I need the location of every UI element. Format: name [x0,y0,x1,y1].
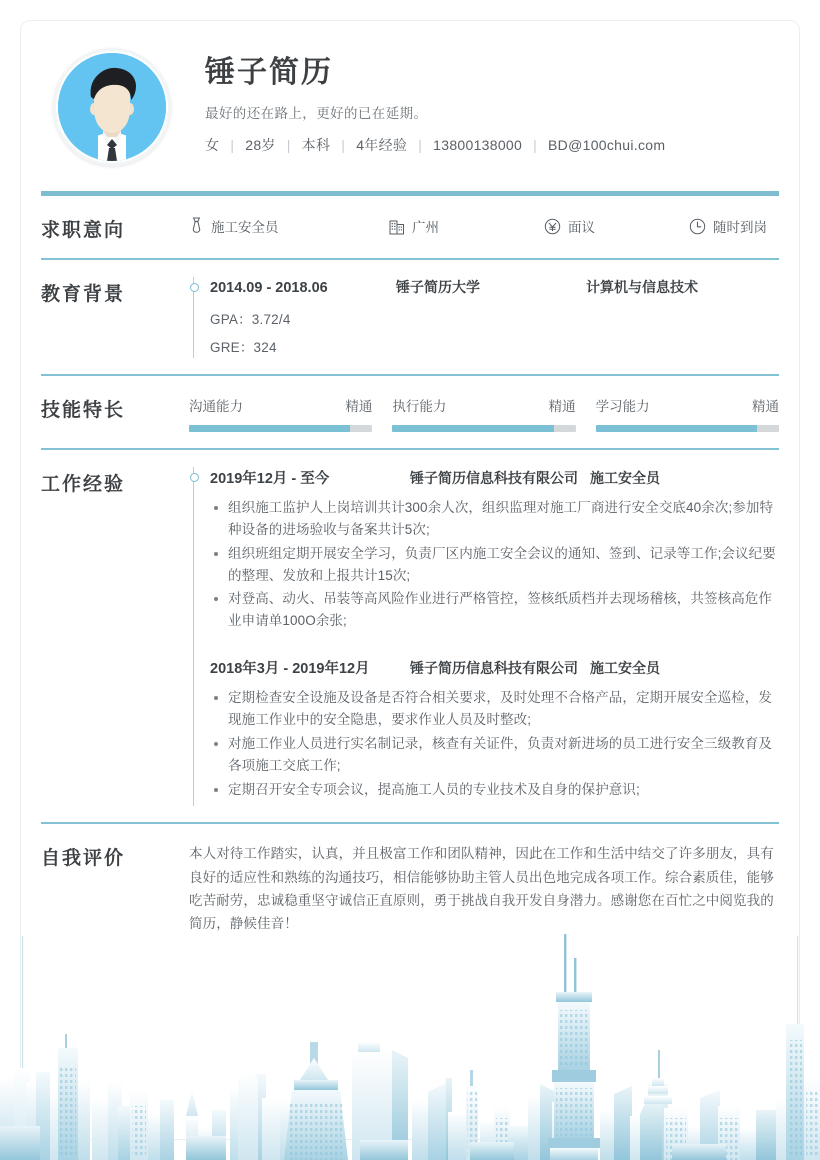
resume-card [20,20,800,1140]
section-title-job-intention: 求职意向 [41,220,126,241]
job-bullet: 定期检查安全设施及设备是否符合相关要求，及时处理不合格产品，定期开展安全巡检，发现施工作业中的安全隐患，要求作业人员及时整改; [210,687,779,731]
skill-progress-track [596,425,779,432]
avatar-image [58,53,166,161]
resume-header [21,21,799,191]
skill-level-label: 精通 [751,399,779,414]
meta-separator: | [286,137,291,153]
job-entry [210,657,779,806]
education-gpa: GPA：3.72/4 [210,312,291,327]
skill-progress-track [392,425,575,432]
job-bullet: 组织班组定期开展安全学习，负责厂区内施工安全会议的通知、签到、记录等工作;会议纪要的整理、发放和上报共计15次; [210,543,779,587]
skills-row [189,393,779,432]
education-entry [210,277,779,358]
skill-level-label: 精通 [548,399,576,414]
section-title-education: 教育背景 [41,284,126,305]
skill-level-label: 精通 [345,399,373,414]
section-title-self-evaluation: 自我评价 [41,848,126,870]
skill-name: 学习能力 [595,399,650,414]
job-entry-header [210,467,779,488]
intent-location-label: 广州 [412,220,439,235]
meta-separator: | [418,137,423,153]
meta-degree: 本科 [301,137,331,153]
intent-availability [689,216,767,236]
page-title: 锤子简历 [205,56,333,89]
skill-progress-track [189,425,372,432]
skill-progress-fill [189,425,350,432]
skill-item [189,395,372,432]
building-icon [389,218,405,235]
meta-gender: 女 [205,137,220,153]
experience-timeline [193,467,779,806]
yen-circle-icon [544,218,561,235]
job-intention-row [189,213,779,236]
section-work-experience [21,450,799,822]
clock-icon [689,218,706,235]
job-company: 锤子简历信息科技有限公司 [410,660,578,677]
identity-block [205,55,665,159]
job-entry [210,467,779,638]
job-bullet: 定期召开安全专项会议，提高施工人员的专业技术及自身的保护意识; [210,779,779,801]
job-company: 锤子简历信息科技有限公司 [410,470,578,486]
personal-meta [205,135,665,155]
education-gre: GRE：324 [210,340,277,355]
tie-icon [189,217,204,236]
education-entry-header [210,277,779,297]
section-title-skills: 技能特长 [41,400,126,421]
intent-salary-label: 面议 [568,220,595,235]
skill-name: 沟通能力 [189,399,243,414]
section-self-evaluation [21,824,799,951]
self-evaluation-text: 本人对待工作踏实，认真，并且极富工作和团队精神，因此在工作和生活中结交了许多朋友，具有良好的适应性和熟练的沟通技巧，相信能够协助主管人员出色地完成各项工作。综合素质佳，能够吃苦耐劳，忠诚稳重坚守诚信正直原则，勇于挑战自我开发自身潜力。感谢您在百忙之中阅览我的简历，静候佳音！ [189,846,774,932]
section-skills [21,376,799,448]
job-bullet: 对施工作业人员进行实名制记录，核查有关证件，负责对新进场的员工进行安全三级教育及各项施工交底工作; [210,733,779,777]
job-bullet: 对登高、动火、吊装等高风险作业进行严格管控，签核纸质档并去现场稽核，共签核高危作业申请单100O余张; [210,588,779,632]
section-title-work-experience: 工作经验 [41,474,126,495]
meta-separator: | [341,137,346,153]
job-bullet-list [210,497,779,632]
avatar [53,48,171,166]
job-role: 施工安全员 [590,470,660,486]
tagline: 最好的还在路上，更好的已在延期。 [205,106,428,121]
skill-item [392,395,575,432]
skill-progress-fill [596,425,757,432]
section-job-intention [21,196,799,258]
skill-item [596,395,779,432]
job-bullet: 组织施工监护人上岗培训共计300余人次，组织监理对施工厂商进行安全交底40余次;参加特种设备的进场验收与备案共计5次; [210,497,779,541]
section-education [21,260,799,374]
intent-position [189,216,389,236]
intent-position-label: 施工安全员 [211,220,279,235]
skill-progress-fill [392,425,553,432]
job-date: 2019年12月 - 至今 [210,471,330,487]
intent-salary [544,216,689,236]
meta-age: 28岁 [245,137,276,153]
job-bullet-list [210,687,779,800]
education-date: 2014.09 - 2018.06 [210,280,328,296]
skill-name: 执行能力 [392,399,447,414]
intent-availability-label: 随时到岗 [713,220,767,235]
job-role: 施工安全员 [590,660,660,677]
meta-separator: | [230,137,235,153]
meta-phone: 13800138000 [433,137,523,153]
meta-separator: | [533,137,538,153]
education-school: 锤子简历大学 [396,279,480,295]
intent-location [389,216,544,236]
education-major: 计算机与信息技术 [586,279,698,295]
meta-email: BD@100chui.com [548,137,666,153]
meta-experience: 4年经验 [356,137,408,153]
job-date: 2018年3月 - 2019年12月 [210,661,370,678]
education-timeline [193,277,779,358]
job-entry-header [210,657,779,678]
